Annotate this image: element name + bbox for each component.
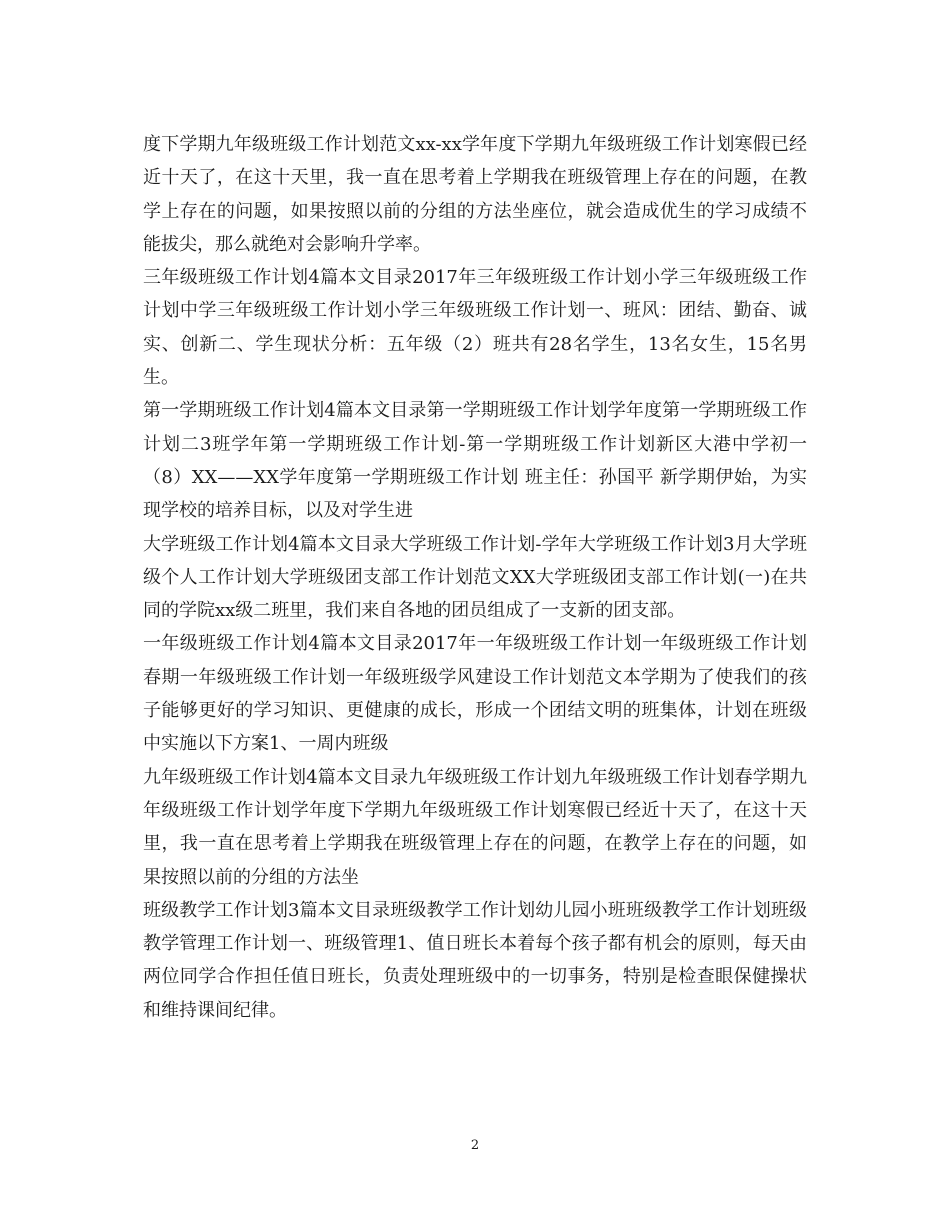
paragraph-6: 九年级班级工作计划4篇本文目录九年级班级工作计划九年级班级工作计划春学期九年级班级工作计划学年度下学期九年级班级工作计划寒假已经近十天了，在这十天里，我一直在思考着上学期我在班级管理上存在的问题，在教学上存在的问题，如果按照以前的分组的方法坐 [143, 766, 807, 888]
paragraph-2: 三年级班级工作计划4篇本文目录2017年三年级班级工作计划小学三年级班级工作计划中学三年级班级工作计划小学三年级班级工作计划一、班风：团结、勤奋、诚实、创新二、学生现状分析：五年级（2）班共有28名学生，13名女生，15名男生。 [143, 267, 807, 389]
paragraph-5: 一年级班级工作计划4篇本文目录2017年一年级班级工作计划一年级班级工作计划春期一年级班级工作计划一年级班级学风建设工作计划范文本学期为了使我们的孩子能够更好的学习知识、更健康的成长，形成一个团结文明的班集体，计划在班级中实施以下方案1、一周内班级 [143, 633, 807, 755]
paragraph-7: 班级教学工作计划3篇本文目录班级教学工作计划幼儿园小班班级教学工作计划班级教学管理工作计划一、班级管理1、值日班长本着每个孩子都有机会的原则，每天由两位同学合作担任值日班长，负责处理班级中的一切事务，特别是检查眼保健操状和维持课间纪律。 [143, 899, 807, 1021]
paragraph-3: 第一学期班级工作计划4篇本文目录第一学期班级工作计划学年度第一学期班级工作计划二3班学年第一学期班级工作计划-第一学期班级工作计划新区大港中学初一（8）XX——XX学年度第一学期班级工作计划 班主任：孙国平 新学期伊始，为实现学校的培养目标，以及对学生进 [143, 400, 807, 522]
page-number: 2 [470, 1138, 480, 1153]
paragraph-1: 度下学期九年级班级工作计划范文xx-xx学年度下学期九年级班级工作计划寒假已经近十天了，在这十天里，我一直在思考着上学期我在班级管理上存在的问题，在教学上存在的问题，如果按照以前的分组的方法坐座位，就会造成优生的学习成绩不能拔尖，那么就绝对会影响升学率。 [143, 134, 807, 255]
body-text [143, 128, 807, 1027]
paragraph-4: 大学班级工作计划4篇本文目录大学班级工作计划-学年大学班级工作计划3月大学班级个人工作计划大学班级团支部工作计划范文XX大学班级团支部工作计划(一)在共同的学院xx级二班里，我们来自各地的团员组成了一支新的团支部。 [143, 533, 807, 622]
